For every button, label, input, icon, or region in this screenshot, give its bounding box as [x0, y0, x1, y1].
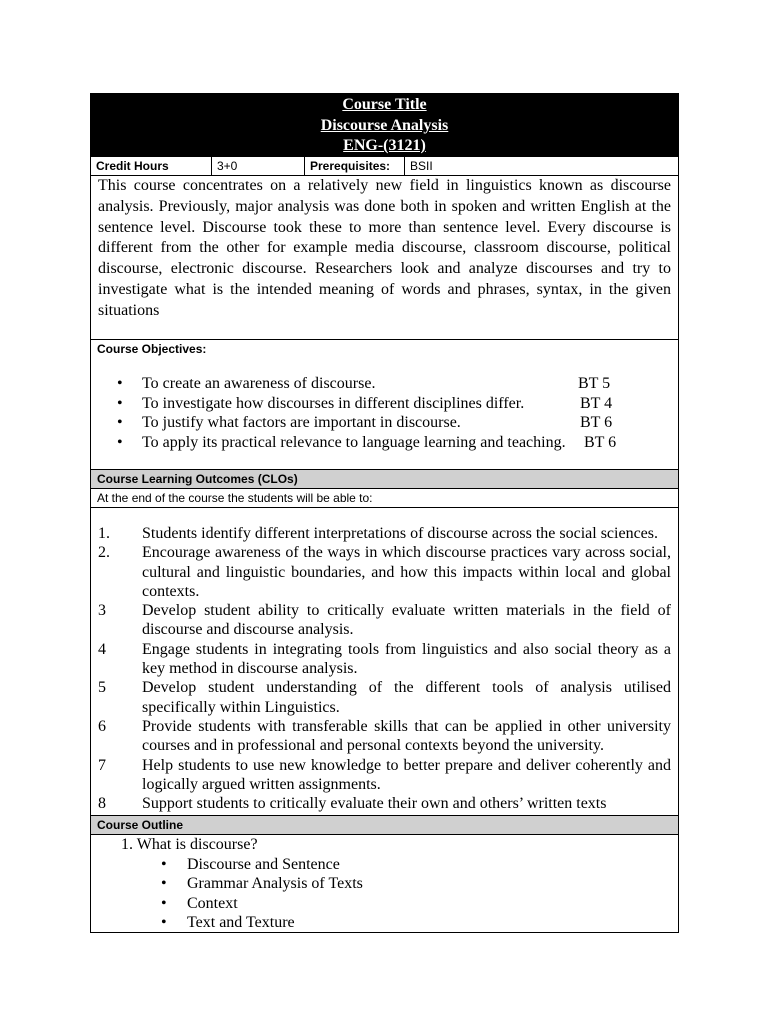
- objective-bt: BT 6: [580, 414, 613, 431]
- objective-item: [91, 413, 678, 433]
- course-name: Discourse Analysis: [320, 116, 449, 134]
- outline-subitem-text: Discourse and Sentence: [187, 855, 340, 873]
- credit-hours-label: Credit Hours: [91, 157, 212, 175]
- clo-intro: At the end of the course the students will be able to:: [91, 489, 678, 508]
- clo-number: 8: [98, 795, 106, 813]
- bullet-icon: •: [161, 875, 167, 892]
- outline-item: 1. What is discourse?: [121, 836, 258, 853]
- prerequisites-label: Prerequisites:: [305, 157, 405, 175]
- clo-heading: Course Learning Outcomes (CLOs): [91, 470, 678, 489]
- clo-text: Students identify different interpretations of discourse across the social sciences.: [142, 525, 658, 542]
- objective-item: [91, 433, 678, 453]
- clo-item: [91, 756, 671, 795]
- credit-row: [91, 156, 678, 176]
- clo-text: Develop student ability to critically evaluate written materials in the field of discourse and discourse analysis.: [142, 602, 671, 639]
- bullet-icon: •: [117, 375, 123, 392]
- clo-item: [91, 794, 671, 813]
- clo-number: 2.: [98, 544, 110, 562]
- objective-item: [91, 394, 678, 414]
- clo-item: [91, 640, 671, 679]
- objectives-list: [91, 374, 678, 452]
- clo-number: 3: [98, 602, 106, 620]
- clo-item: [91, 678, 671, 717]
- clo-number: 5: [98, 679, 106, 697]
- objective-item: [91, 374, 678, 394]
- course-code: ENG-(3121): [343, 137, 426, 154]
- objective-text: To justify what factors are important in discourse.: [142, 414, 461, 431]
- credit-hours-value: 3+0: [212, 157, 305, 175]
- outline-subitem-text: Text and Texture: [187, 914, 295, 931]
- clo-number: 7: [98, 756, 106, 774]
- clo-number: 4: [98, 640, 106, 658]
- objective-text: To apply its practical relevance to language learning and teaching.: [142, 433, 566, 451]
- outline-subitem: [91, 894, 678, 914]
- outline-heading: Course Outline: [91, 816, 678, 835]
- outline-subitem: [91, 874, 678, 894]
- objective-bt: BT 4: [580, 394, 613, 412]
- clo-text: Encourage awareness of the ways in which discourse practices vary across social, cultural and linguistic boundaries, and how this impacts within local and global contexts.: [142, 544, 671, 600]
- outline-subitem-text: Context: [187, 894, 238, 912]
- bullet-icon: •: [117, 394, 123, 412]
- clo-number: 6: [98, 717, 106, 735]
- outline-subitem: [91, 913, 678, 933]
- clo-item: [91, 601, 671, 640]
- objectives-section: [91, 340, 678, 470]
- prerequisites-value: BSII: [410, 159, 433, 173]
- clo-text: Support students to critically evaluate their own and others’ written texts: [142, 795, 607, 813]
- objective-bt: BT 5: [578, 375, 611, 392]
- objective-bt: BT 6: [584, 433, 617, 451]
- course-table: [90, 93, 679, 933]
- outline-subitem-text: Grammar Analysis of Texts: [187, 875, 363, 892]
- objective-text: To investigate how discourses in different disciplines differ.: [142, 394, 525, 412]
- outline-subitem: [91, 855, 678, 875]
- course-header: [91, 94, 678, 156]
- bullet-icon: •: [161, 855, 167, 873]
- objective-text: To create an awareness of discourse.: [142, 375, 376, 392]
- clo-list: [91, 508, 678, 816]
- course-title-label: Course Title: [342, 96, 427, 113]
- objectives-heading: Course Objectives:: [97, 342, 207, 356]
- course-description: This course concentrates on a relatively new field in linguistics known as discourse analysis. Previously, major analysis was done both in spoken and written English at the sentence level. Discourse took these to more than sentence level. Every discourse is different from the other for example media discourse, classroom discourse, political discourse, electronic discourse. Researchers look and analyze discourses and try to investigate what is the intended meaning of words and phrases, syntax, in the given situations: [91, 176, 678, 340]
- clo-item: [91, 524, 671, 543]
- bullet-icon: •: [117, 414, 123, 431]
- clo-text: Provide students with transferable skills that can be applied in other university courses and in professional and personal contexts beyond the university.: [142, 717, 671, 755]
- bullet-icon: •: [161, 894, 167, 912]
- clo-text: Engage students in integrating tools from linguistics and also social theory as a key method in discourse analysis.: [142, 640, 671, 678]
- clo-item: [91, 543, 671, 601]
- bullet-icon: •: [161, 914, 167, 931]
- outline-section: [91, 835, 678, 932]
- bullet-icon: •: [117, 433, 123, 451]
- clo-text: Develop student understanding of the different tools of analysis utilised specifically within Linguistics.: [142, 679, 671, 716]
- clo-text: Help students to use new knowledge to better prepare and deliver coherently and logically argued written assignments.: [142, 756, 671, 793]
- clo-item: [91, 717, 671, 756]
- clo-number: 1.: [98, 525, 110, 542]
